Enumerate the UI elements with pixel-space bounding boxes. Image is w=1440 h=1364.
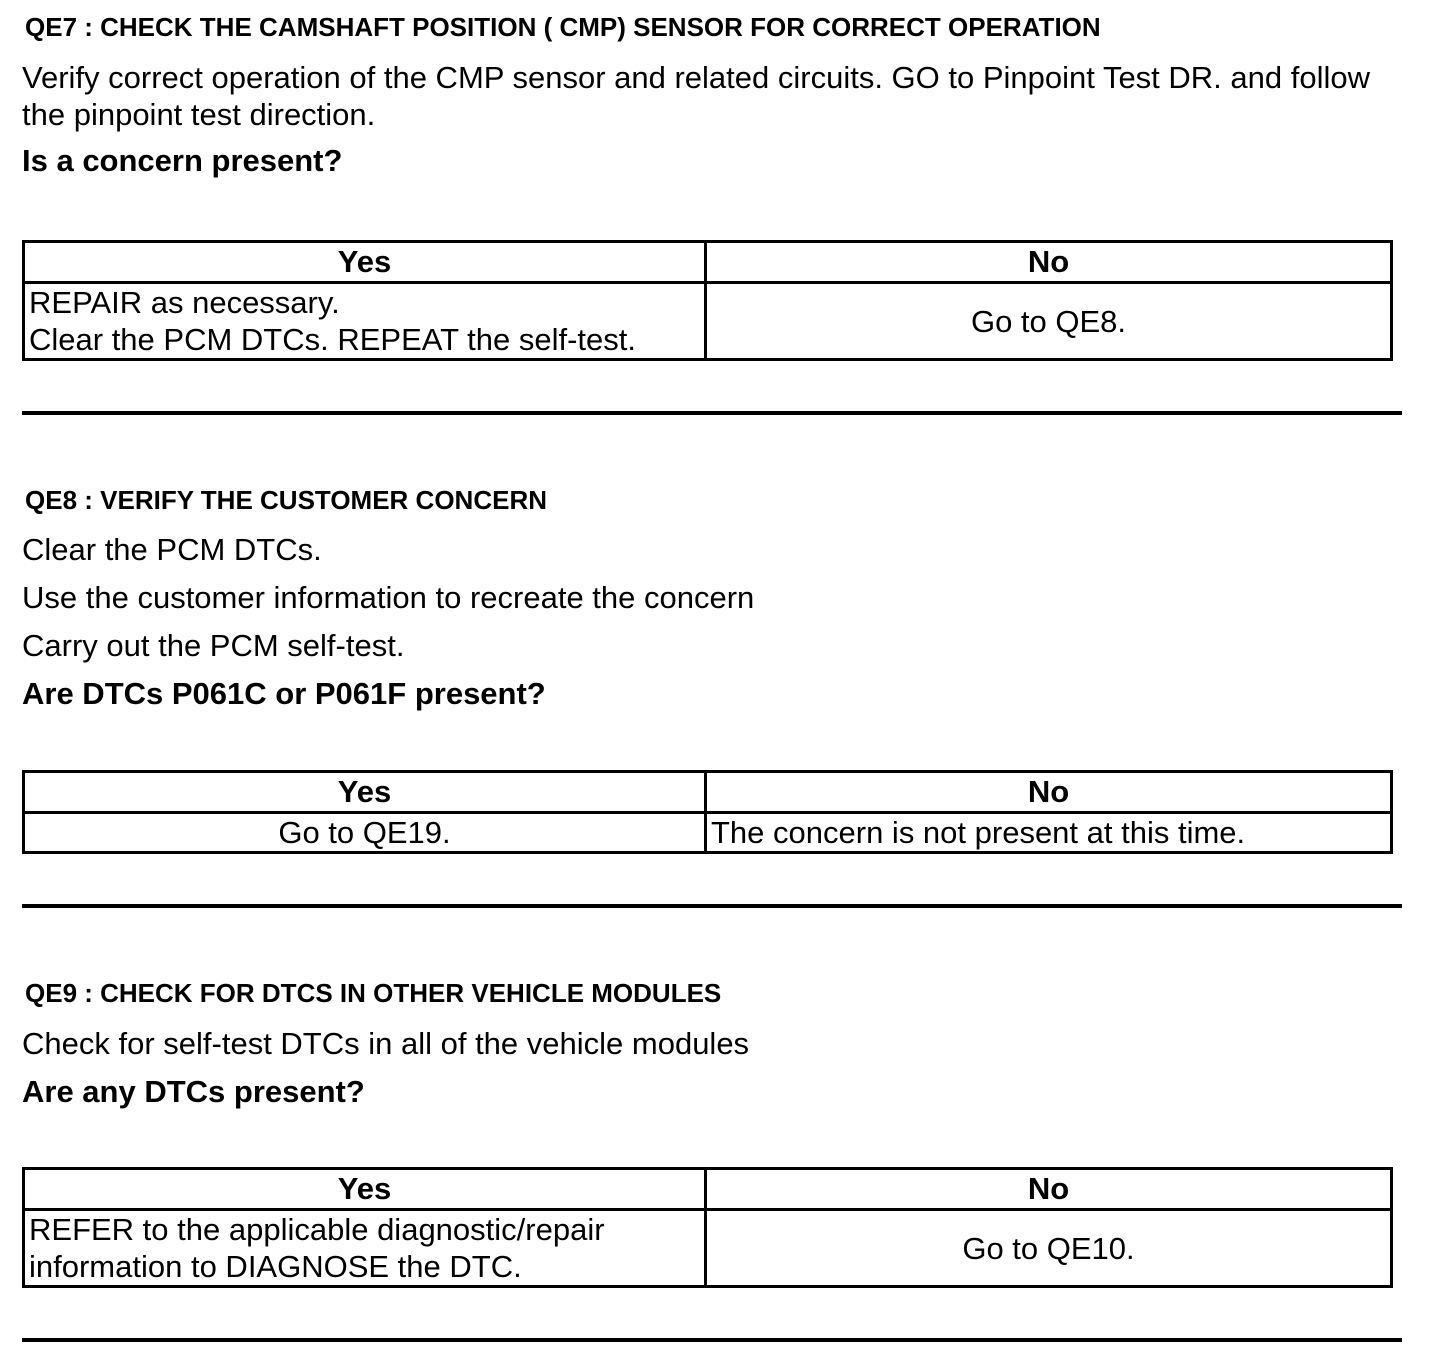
step-qe7: [22, 12, 1402, 179]
section-divider: [22, 411, 1402, 415]
step-paragraph: Use the customer information to recreate the concern: [22, 580, 755, 615]
result-table-qe8: [22, 770, 1393, 854]
step-title: QE7 : CHECK THE CAMSHAFT POSITION ( CMP) SENSOR FOR CORRECT OPERATION: [25, 12, 1101, 42]
no-cell: Go to QE10.: [706, 1210, 1392, 1287]
yes-cell: [24, 1210, 706, 1287]
step-paragraph: Carry out the PCM self-test.: [22, 628, 405, 663]
no-cell: The concern is not present at this time.: [706, 813, 1392, 853]
yes-cell: [24, 283, 706, 360]
no-header: No: [706, 772, 1392, 813]
step-title: QE8 : VERIFY THE CUSTOMER CONCERN: [25, 485, 547, 515]
step-question: Are any DTCs present?: [22, 1074, 365, 1109]
result-table-qe7: [22, 240, 1393, 361]
step-paragraph: Clear the PCM DTCs.: [22, 532, 322, 567]
step-question: Is a concern present?: [22, 143, 343, 178]
yes-line: Clear the PCM DTCs. REPEAT the self-test.: [29, 322, 636, 357]
step-question: Are DTCs P061C or P061F present?: [22, 676, 546, 711]
yes-header: Yes: [24, 772, 706, 813]
section-divider: [22, 1338, 1402, 1342]
yes-line: REPAIR as necessary.: [29, 285, 340, 320]
yes-line: information to DIAGNOSE the DTC.: [29, 1249, 522, 1284]
step-paragraph: Verify correct operation of the CMP sensor and related circuits. GO to Pinpoint Test DR. and follow the pinpoint test direction.: [22, 60, 1371, 132]
yes-line: REFER to the applicable diagnostic/repair: [29, 1212, 605, 1247]
step-qe8: [22, 485, 1402, 712]
yes-header: Yes: [24, 1169, 706, 1210]
result-table-qe9: [22, 1167, 1393, 1288]
yes-cell: Go to QE19.: [24, 813, 706, 853]
section-divider: [22, 904, 1402, 908]
no-header: No: [706, 242, 1392, 283]
yes-header: Yes: [24, 242, 706, 283]
no-cell: Go to QE8.: [706, 283, 1392, 360]
step-paragraph: Check for self-test DTCs in all of the vehicle modules: [22, 1026, 750, 1061]
step-title: QE9 : CHECK FOR DTCS IN OTHER VEHICLE MODULES: [25, 978, 722, 1008]
step-qe9: [22, 978, 1402, 1110]
no-header: No: [706, 1169, 1392, 1210]
